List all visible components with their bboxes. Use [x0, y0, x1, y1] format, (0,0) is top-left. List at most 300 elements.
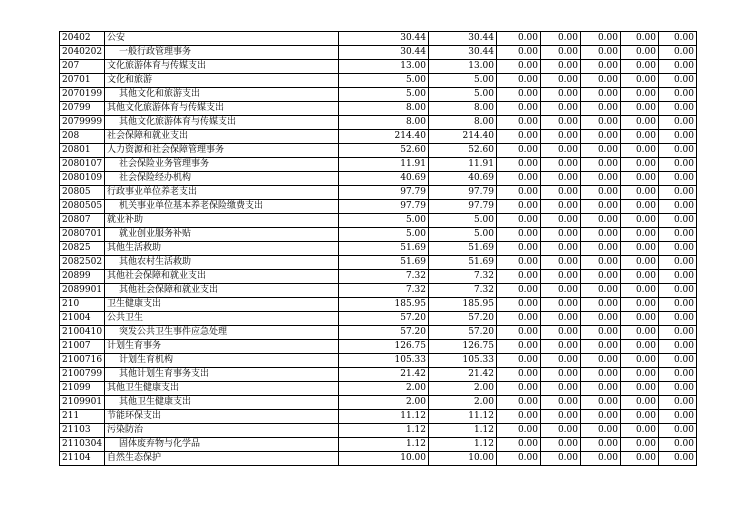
subject-code-cell: 20402: [60, 32, 105, 46]
amount-cell: 0.00: [659, 242, 697, 256]
subject-code-cell: 20899: [60, 270, 105, 284]
table-row: [60, 312, 697, 326]
subject-name-cell: 其他文化旅游体育与传媒支出: [105, 116, 339, 130]
amount-cell: 0.00: [541, 172, 581, 186]
subject-code-cell: 2109901: [60, 396, 105, 410]
amount-cell: 8.00: [339, 102, 429, 116]
subject-code-cell: 21007: [60, 340, 105, 354]
amount-cell: 0.00: [659, 270, 697, 284]
amount-cell: 51.69: [339, 256, 429, 270]
table-row: [60, 242, 697, 256]
subject-code-cell: 208: [60, 130, 105, 144]
amount-cell: 0.00: [541, 340, 581, 354]
amount-cell: 0.00: [659, 116, 697, 130]
amount-cell: 21.42: [339, 368, 429, 382]
amount-cell: 0.00: [659, 298, 697, 312]
amount-cell: 0.00: [659, 158, 697, 172]
table-row: [60, 424, 697, 438]
amount-cell: 0.00: [581, 242, 621, 256]
amount-cell: 30.44: [429, 32, 497, 46]
amount-cell: 40.69: [339, 172, 429, 186]
amount-cell: 0.00: [541, 88, 581, 102]
subject-name-cell: 行政事业单位养老支出: [105, 186, 339, 200]
amount-cell: 0.00: [581, 438, 621, 452]
amount-cell: 0.00: [581, 74, 621, 88]
amount-cell: 0.00: [659, 284, 697, 298]
amount-cell: 0.00: [659, 256, 697, 270]
subject-name-cell: 机关事业单位基本养老保险缴费支出: [105, 200, 339, 214]
subject-name-cell: 其他文化旅游体育与传媒支出: [105, 102, 339, 116]
subject-code-cell: 2082502: [60, 256, 105, 270]
amount-cell: 0.00: [497, 46, 541, 60]
amount-cell: 7.32: [429, 284, 497, 298]
amount-cell: 0.00: [497, 438, 541, 452]
subject-code-cell: 20807: [60, 214, 105, 228]
table-row: [60, 88, 697, 102]
subject-code-cell: 2040202: [60, 46, 105, 60]
amount-cell: 5.00: [339, 228, 429, 242]
amount-cell: 2.00: [429, 382, 497, 396]
amount-cell: 0.00: [541, 270, 581, 284]
amount-cell: 0.00: [621, 382, 659, 396]
amount-cell: 0.00: [659, 326, 697, 340]
table-row: [60, 144, 697, 158]
amount-cell: 0.00: [581, 214, 621, 228]
amount-cell: 0.00: [541, 312, 581, 326]
amount-cell: 0.00: [497, 200, 541, 214]
amount-cell: 0.00: [659, 340, 697, 354]
table-row: [60, 158, 697, 172]
amount-cell: 0.00: [621, 326, 659, 340]
amount-cell: 105.33: [339, 354, 429, 368]
amount-cell: 7.32: [429, 270, 497, 284]
subject-name-cell: 就业补助: [105, 214, 339, 228]
amount-cell: 51.69: [339, 242, 429, 256]
amount-cell: 0.00: [621, 298, 659, 312]
amount-cell: 0.00: [621, 270, 659, 284]
subject-code-cell: 2100410: [60, 326, 105, 340]
table-row: [60, 410, 697, 424]
amount-cell: 0.00: [581, 186, 621, 200]
amount-cell: 0.00: [541, 256, 581, 270]
amount-cell: 0.00: [659, 60, 697, 74]
amount-cell: 0.00: [497, 284, 541, 298]
subject-name-cell: 污染防治: [105, 424, 339, 438]
table-row: [60, 60, 697, 74]
amount-cell: 0.00: [621, 354, 659, 368]
subject-code-cell: 20805: [60, 186, 105, 200]
amount-cell: 0.00: [541, 424, 581, 438]
amount-cell: 0.00: [497, 158, 541, 172]
subject-code-cell: 2080107: [60, 158, 105, 172]
amount-cell: 0.00: [497, 410, 541, 424]
amount-cell: 0.00: [497, 242, 541, 256]
amount-cell: 97.79: [339, 200, 429, 214]
subject-code-cell: 2100716: [60, 354, 105, 368]
subject-code-cell: 2080109: [60, 172, 105, 186]
amount-cell: 0.00: [621, 214, 659, 228]
amount-cell: 97.79: [429, 186, 497, 200]
amount-cell: 0.00: [541, 228, 581, 242]
amount-cell: 51.69: [429, 242, 497, 256]
amount-cell: 0.00: [621, 424, 659, 438]
amount-cell: 0.00: [497, 144, 541, 158]
amount-cell: 0.00: [659, 144, 697, 158]
amount-cell: 105.33: [429, 354, 497, 368]
amount-cell: 1.12: [429, 424, 497, 438]
amount-cell: 30.44: [429, 46, 497, 60]
subject-name-cell: 自然生态保护: [105, 452, 339, 466]
amount-cell: 0.00: [541, 200, 581, 214]
amount-cell: 185.95: [339, 298, 429, 312]
amount-cell: 0.00: [497, 102, 541, 116]
amount-cell: 0.00: [621, 452, 659, 466]
amount-cell: 0.00: [659, 214, 697, 228]
amount-cell: 5.00: [429, 88, 497, 102]
amount-cell: 1.12: [339, 438, 429, 452]
amount-cell: 0.00: [497, 60, 541, 74]
amount-cell: 11.12: [339, 410, 429, 424]
amount-cell: 0.00: [541, 452, 581, 466]
table-row: [60, 326, 697, 340]
amount-cell: 0.00: [497, 116, 541, 130]
amount-cell: 13.00: [429, 60, 497, 74]
subject-name-cell: 其他社会保障和就业支出: [105, 270, 339, 284]
subject-code-cell: 211: [60, 410, 105, 424]
amount-cell: 0.00: [621, 32, 659, 46]
amount-cell: 214.40: [339, 130, 429, 144]
amount-cell: 57.20: [339, 312, 429, 326]
amount-cell: 57.20: [429, 312, 497, 326]
amount-cell: 0.00: [621, 284, 659, 298]
amount-cell: 0.00: [581, 130, 621, 144]
amount-cell: 7.32: [339, 284, 429, 298]
amount-cell: 8.00: [339, 116, 429, 130]
table-row: [60, 32, 697, 46]
amount-cell: 0.00: [659, 74, 697, 88]
amount-cell: 0.00: [581, 368, 621, 382]
budget-expenditure-table: [59, 31, 697, 466]
amount-cell: 0.00: [541, 354, 581, 368]
amount-cell: 0.00: [541, 130, 581, 144]
amount-cell: 0.00: [581, 382, 621, 396]
subject-code-cell: 21104: [60, 452, 105, 466]
amount-cell: 0.00: [541, 186, 581, 200]
amount-cell: 0.00: [541, 158, 581, 172]
amount-cell: 0.00: [497, 368, 541, 382]
amount-cell: 0.00: [621, 438, 659, 452]
amount-cell: 0.00: [497, 214, 541, 228]
amount-cell: 0.00: [541, 60, 581, 74]
table-row: [60, 270, 697, 284]
amount-cell: 0.00: [541, 382, 581, 396]
amount-cell: 5.00: [339, 74, 429, 88]
amount-cell: 0.00: [541, 102, 581, 116]
amount-cell: 0.00: [497, 382, 541, 396]
amount-cell: 0.00: [541, 144, 581, 158]
subject-code-cell: 2070199: [60, 88, 105, 102]
amount-cell: 52.60: [339, 144, 429, 158]
amount-cell: 0.00: [581, 452, 621, 466]
amount-cell: 21.42: [429, 368, 497, 382]
subject-name-cell: 其他卫生健康支出: [105, 382, 339, 396]
amount-cell: 0.00: [621, 102, 659, 116]
subject-name-cell: 一般行政管理事务: [105, 46, 339, 60]
amount-cell: 0.00: [497, 452, 541, 466]
amount-cell: 0.00: [581, 354, 621, 368]
amount-cell: 57.20: [429, 326, 497, 340]
amount-cell: 0.00: [497, 172, 541, 186]
table-row: [60, 298, 697, 312]
amount-cell: 0.00: [659, 102, 697, 116]
amount-cell: 0.00: [659, 32, 697, 46]
table-row: [60, 116, 697, 130]
subject-name-cell: 就业创业服务补贴: [105, 228, 339, 242]
amount-cell: 0.00: [581, 32, 621, 46]
table-row: [60, 102, 697, 116]
subject-name-cell: 突发公共卫生事件应急处理: [105, 326, 339, 340]
amount-cell: 0.00: [621, 368, 659, 382]
amount-cell: 0.00: [497, 298, 541, 312]
subject-name-cell: 社会保险经办机构: [105, 172, 339, 186]
amount-cell: 0.00: [659, 130, 697, 144]
table-row: [60, 74, 697, 88]
amount-cell: 0.00: [621, 172, 659, 186]
amount-cell: 0.00: [541, 214, 581, 228]
amount-cell: 0.00: [541, 326, 581, 340]
subject-name-cell: 固体废弃物与化学品: [105, 438, 339, 452]
amount-cell: 0.00: [541, 242, 581, 256]
amount-cell: 0.00: [581, 326, 621, 340]
amount-cell: 0.00: [581, 298, 621, 312]
amount-cell: 0.00: [659, 382, 697, 396]
subject-name-cell: 社会保障和就业支出: [105, 130, 339, 144]
amount-cell: 10.00: [339, 452, 429, 466]
amount-cell: 0.00: [581, 228, 621, 242]
subject-code-cell: 2110304: [60, 438, 105, 452]
amount-cell: 0.00: [621, 130, 659, 144]
amount-cell: 40.69: [429, 172, 497, 186]
subject-code-cell: 21099: [60, 382, 105, 396]
subject-name-cell: 社会保险业务管理事务: [105, 158, 339, 172]
subject-name-cell: 计划生育机构: [105, 354, 339, 368]
amount-cell: 0.00: [581, 144, 621, 158]
amount-cell: 0.00: [541, 74, 581, 88]
amount-cell: 0.00: [621, 410, 659, 424]
table-row: [60, 46, 697, 60]
table-row: [60, 256, 697, 270]
table-row: [60, 368, 697, 382]
subject-name-cell: 计划生育事务: [105, 340, 339, 354]
amount-cell: 8.00: [429, 102, 497, 116]
subject-name-cell: 文化和旅游: [105, 74, 339, 88]
amount-cell: 0.00: [581, 396, 621, 410]
table-row: [60, 438, 697, 452]
table-row: [60, 452, 697, 466]
amount-cell: 1.12: [429, 438, 497, 452]
amount-cell: 5.00: [429, 214, 497, 228]
amount-cell: 57.20: [339, 326, 429, 340]
amount-cell: 0.00: [659, 312, 697, 326]
subject-code-cell: 20701: [60, 74, 105, 88]
amount-cell: 0.00: [621, 186, 659, 200]
amount-cell: 0.00: [497, 312, 541, 326]
amount-cell: 0.00: [541, 410, 581, 424]
amount-cell: 2.00: [339, 382, 429, 396]
amount-cell: 97.79: [339, 186, 429, 200]
amount-cell: 0.00: [541, 368, 581, 382]
amount-cell: 0.00: [581, 340, 621, 354]
amount-cell: 0.00: [581, 200, 621, 214]
amount-cell: 0.00: [659, 438, 697, 452]
amount-cell: 0.00: [581, 284, 621, 298]
amount-cell: 10.00: [429, 452, 497, 466]
amount-cell: 5.00: [339, 214, 429, 228]
amount-cell: 0.00: [497, 186, 541, 200]
amount-cell: 0.00: [541, 46, 581, 60]
amount-cell: 0.00: [497, 340, 541, 354]
table-row: [60, 214, 697, 228]
amount-cell: 30.44: [339, 46, 429, 60]
amount-cell: 0.00: [497, 32, 541, 46]
amount-cell: 0.00: [541, 32, 581, 46]
amount-cell: 8.00: [429, 116, 497, 130]
subject-code-cell: 2080505: [60, 200, 105, 214]
amount-cell: 11.91: [429, 158, 497, 172]
table-row: [60, 186, 697, 200]
amount-cell: 0.00: [497, 326, 541, 340]
subject-name-cell: 人力资源和社会保障管理事务: [105, 144, 339, 158]
amount-cell: 126.75: [339, 340, 429, 354]
amount-cell: 97.79: [429, 200, 497, 214]
amount-cell: 0.00: [541, 396, 581, 410]
subject-name-cell: 公共卫生: [105, 312, 339, 326]
amount-cell: 0.00: [621, 256, 659, 270]
amount-cell: 5.00: [429, 74, 497, 88]
amount-cell: 214.40: [429, 130, 497, 144]
amount-cell: 0.00: [497, 424, 541, 438]
amount-cell: 126.75: [429, 340, 497, 354]
subject-name-cell: 其他社会保障和就业支出: [105, 284, 339, 298]
subject-code-cell: 2089901: [60, 284, 105, 298]
subject-code-cell: 21103: [60, 424, 105, 438]
amount-cell: 0.00: [497, 130, 541, 144]
table-row: [60, 172, 697, 186]
amount-cell: 0.00: [621, 46, 659, 60]
amount-cell: 52.60: [429, 144, 497, 158]
subject-name-cell: 其他农村生活救助: [105, 256, 339, 270]
amount-cell: 0.00: [659, 186, 697, 200]
amount-cell: 0.00: [497, 74, 541, 88]
amount-cell: 0.00: [659, 452, 697, 466]
subject-name-cell: 节能环保支出: [105, 410, 339, 424]
amount-cell: 0.00: [659, 46, 697, 60]
amount-cell: 0.00: [621, 60, 659, 74]
amount-cell: 0.00: [621, 228, 659, 242]
budget-table-page: [59, 31, 697, 466]
amount-cell: 11.91: [339, 158, 429, 172]
subject-name-cell: 其他生活救助: [105, 242, 339, 256]
subject-code-cell: 20825: [60, 242, 105, 256]
table-row: [60, 200, 697, 214]
amount-cell: 0.00: [621, 340, 659, 354]
amount-cell: 0.00: [621, 396, 659, 410]
subject-code-cell: 2100799: [60, 368, 105, 382]
subject-code-cell: 2079999: [60, 116, 105, 130]
amount-cell: 0.00: [621, 144, 659, 158]
table-row: [60, 382, 697, 396]
amount-cell: 0.00: [581, 424, 621, 438]
amount-cell: 0.00: [659, 368, 697, 382]
table-row: [60, 284, 697, 298]
amount-cell: 0.00: [659, 410, 697, 424]
amount-cell: 0.00: [497, 354, 541, 368]
amount-cell: 0.00: [621, 74, 659, 88]
amount-cell: 0.00: [581, 60, 621, 74]
subject-name-cell: 其他卫生健康支出: [105, 396, 339, 410]
amount-cell: 0.00: [581, 256, 621, 270]
subject-name-cell: 其他文化和旅游支出: [105, 88, 339, 102]
table-row: [60, 130, 697, 144]
amount-cell: 0.00: [497, 396, 541, 410]
table-row: [60, 396, 697, 410]
amount-cell: 0.00: [581, 46, 621, 60]
subject-name-cell: 文化旅游体育与传媒支出: [105, 60, 339, 74]
amount-cell: 2.00: [429, 396, 497, 410]
amount-cell: 0.00: [621, 200, 659, 214]
amount-cell: 0.00: [581, 410, 621, 424]
amount-cell: 0.00: [581, 116, 621, 130]
subject-code-cell: 2080701: [60, 228, 105, 242]
amount-cell: 0.00: [621, 88, 659, 102]
amount-cell: 0.00: [659, 354, 697, 368]
amount-cell: 0.00: [541, 438, 581, 452]
amount-cell: 0.00: [621, 116, 659, 130]
amount-cell: 0.00: [659, 396, 697, 410]
amount-cell: 0.00: [621, 158, 659, 172]
subject-name-cell: 公安: [105, 32, 339, 46]
amount-cell: 5.00: [429, 228, 497, 242]
table-row: [60, 228, 697, 242]
amount-cell: 0.00: [659, 88, 697, 102]
amount-cell: 1.12: [339, 424, 429, 438]
table-row: [60, 354, 697, 368]
amount-cell: 0.00: [659, 172, 697, 186]
table-body: [60, 32, 697, 466]
subject-code-cell: 21004: [60, 312, 105, 326]
amount-cell: 0.00: [541, 116, 581, 130]
amount-cell: 0.00: [581, 88, 621, 102]
subject-name-cell: 其他计划生育事务支出: [105, 368, 339, 382]
amount-cell: 7.32: [339, 270, 429, 284]
subject-code-cell: 210: [60, 298, 105, 312]
subject-code-cell: 20799: [60, 102, 105, 116]
amount-cell: 0.00: [659, 424, 697, 438]
amount-cell: 0.00: [497, 270, 541, 284]
amount-cell: 0.00: [497, 228, 541, 242]
amount-cell: 13.00: [339, 60, 429, 74]
amount-cell: 0.00: [659, 200, 697, 214]
amount-cell: 0.00: [581, 172, 621, 186]
amount-cell: 0.00: [541, 284, 581, 298]
amount-cell: 0.00: [659, 228, 697, 242]
amount-cell: 0.00: [621, 312, 659, 326]
table-row: [60, 340, 697, 354]
amount-cell: 5.00: [339, 88, 429, 102]
amount-cell: 0.00: [581, 102, 621, 116]
amount-cell: 0.00: [541, 298, 581, 312]
subject-code-cell: 20801: [60, 144, 105, 158]
